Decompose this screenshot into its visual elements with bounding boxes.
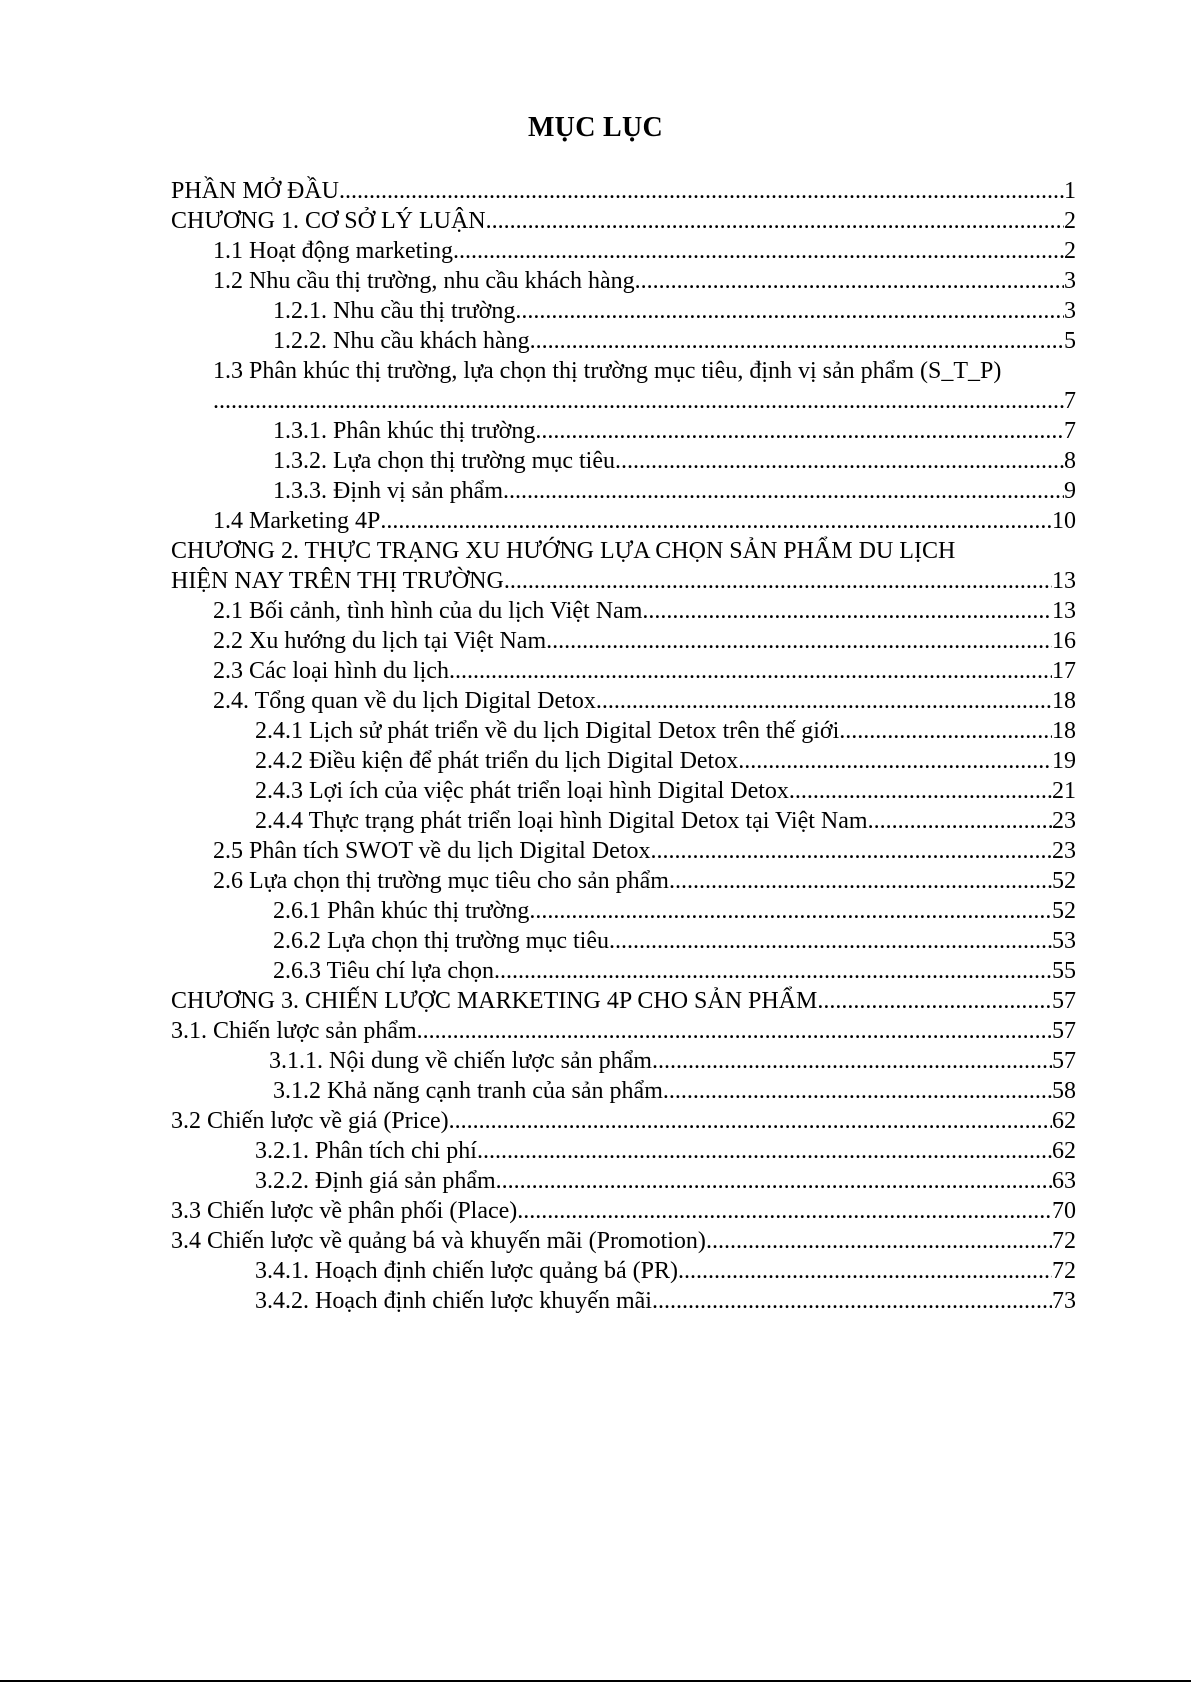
toc-entry[interactable]: [171, 1136, 1076, 1166]
toc-leader-dots: [449, 656, 1052, 686]
toc-page-number: 7: [1064, 388, 1076, 414]
toc-entry-title: 2.1 Bối cảnh, tình hình của du lịch Việt Nam: [213, 598, 643, 624]
toc-entry[interactable]: [171, 1196, 1076, 1226]
toc-leader-dots: [652, 1046, 1052, 1076]
toc-leader-dots: [652, 1286, 1052, 1316]
toc-entry[interactable]: [171, 1106, 1076, 1136]
toc-entry-title: 3.4 Chiến lược về quảng bá và khuyến mãi (Promotion): [171, 1228, 706, 1254]
toc-entry-title: 1.4 Marketing 4P: [213, 508, 381, 534]
toc-page-number: 63: [1052, 1168, 1076, 1194]
toc-leader-dots: [738, 746, 1052, 776]
toc-page-number: 23: [1052, 808, 1076, 834]
toc-entry-title: 2.5 Phân tích SWOT về du lịch Digital Detox: [213, 838, 651, 864]
toc-entry[interactable]: [171, 686, 1076, 716]
toc-entry[interactable]: [171, 1226, 1076, 1256]
toc-page-number: 57: [1052, 1048, 1076, 1074]
toc-page-number: 17: [1052, 658, 1076, 684]
toc-entry-title: 2.6 Lựa chọn thị trường mục tiêu cho sản phẩm: [213, 868, 669, 894]
toc-leader-dots: [339, 176, 1064, 206]
toc-entry[interactable]: [171, 506, 1076, 536]
toc-leader-dots: [213, 386, 1064, 416]
toc-leader-dots: [535, 416, 1064, 446]
toc-page-number: 62: [1052, 1108, 1076, 1134]
toc-entry[interactable]: [171, 326, 1076, 356]
toc-leader-dots: [635, 266, 1064, 296]
toc-entry[interactable]: [171, 1286, 1076, 1316]
toc-page-number: 55: [1052, 958, 1076, 984]
toc-entry[interactable]: [171, 356, 1076, 386]
toc-entry[interactable]: [171, 206, 1076, 236]
toc-page-number: 3: [1064, 268, 1076, 294]
toc-entry-title: 3.1.2 Khả năng cạnh tranh của sản phẩm: [273, 1078, 663, 1104]
toc-page-number: 73: [1052, 1288, 1076, 1314]
toc-page-number: 57: [1052, 988, 1076, 1014]
toc-leader-dots: [817, 986, 1052, 1016]
bottom-rule: [0, 1680, 1191, 1682]
toc-entry[interactable]: [171, 296, 1076, 326]
toc-entry[interactable]: [171, 926, 1076, 956]
toc-entry[interactable]: [171, 746, 1076, 776]
toc-leader-dots: [517, 1196, 1052, 1226]
toc-leader-dots: [486, 206, 1064, 236]
toc-page-number: 72: [1052, 1228, 1076, 1254]
toc-leader-dots: [546, 626, 1052, 656]
toc-entry-title: 3.4.1. Hoạch định chiến lược quảng bá (PR): [255, 1258, 678, 1284]
toc-leader-dots: [615, 446, 1064, 476]
toc-entry-title: 2.4.4 Thực trạng phát triển loại hình Digital Detox tại Việt Nam: [255, 808, 868, 834]
toc-page-number: 3: [1064, 298, 1076, 324]
toc-entry-title: 1.3.3. Định vị sản phẩm: [273, 478, 503, 504]
toc-page-number: 2: [1064, 238, 1076, 264]
toc-entry-title: PHẦN MỞ ĐẦU: [171, 178, 340, 204]
toc-page-number: 57: [1052, 1018, 1076, 1044]
toc-entry[interactable]: [171, 986, 1076, 1016]
toc-leader-dots: [669, 866, 1052, 896]
toc-leader-dots: [494, 956, 1052, 986]
toc-entry-title: 1.2.2. Nhu cầu khách hàng: [273, 328, 530, 354]
toc-entry-title: 1.3 Phân khúc thị trường, lựa chọn thị trường mục tiêu, định vị sản phẩm (S_T_P): [213, 358, 1002, 384]
toc-entry[interactable]: [171, 1016, 1076, 1046]
toc-entry[interactable]: [171, 536, 1076, 566]
toc-entry-title: 2.2 Xu hướng du lịch tại Việt Nam: [213, 628, 547, 654]
toc-page-number: 18: [1052, 718, 1076, 744]
toc-page-number: 70: [1052, 1198, 1076, 1224]
toc-page-number: 5: [1064, 328, 1076, 354]
toc-entry-title: 1.2 Nhu cầu thị trường, nhu cầu khách hàng: [213, 268, 635, 294]
toc-entry-title: 3.3 Chiến lược về phân phối (Place): [171, 1198, 518, 1224]
toc-entry[interactable]: [171, 836, 1076, 866]
toc-page-number: 52: [1052, 898, 1076, 924]
toc-entry[interactable]: [171, 626, 1076, 656]
toc-entry-title: 1.3.1. Phân khúc thị trường: [273, 418, 536, 444]
toc-entry[interactable]: [171, 566, 1076, 596]
toc-page-number: 52: [1052, 868, 1076, 894]
toc-entry-title: CHƯƠNG 2. THỰC TRẠNG XU HƯỚNG LỰA CHỌN SẢN PHẨM DU LỊCH: [171, 538, 956, 564]
toc-entry-title: CHƯƠNG 1. CƠ SỞ LÝ LUẬN: [171, 208, 486, 234]
toc-entry-title: 1.1 Hoạt động marketing: [213, 238, 453, 264]
toc-entry[interactable]: [171, 266, 1076, 296]
toc-entry-title: 1.3.2. Lựa chọn thị trường mục tiêu: [273, 448, 615, 474]
toc-entry-title: 3.2 Chiến lược về giá (Price): [171, 1108, 449, 1134]
toc-entry-title: 3.1. Chiến lược sản phẩm: [171, 1018, 417, 1044]
toc-entry[interactable]: [171, 476, 1076, 506]
toc-page-number: 23: [1052, 838, 1076, 864]
toc-leader-dots: [678, 1256, 1052, 1286]
toc-entry[interactable]: [171, 1076, 1076, 1106]
toc-entry[interactable]: [171, 446, 1076, 476]
toc-leader-dots: [417, 1016, 1052, 1046]
toc-page-number: 19: [1052, 748, 1076, 774]
toc-page-number: 8: [1064, 448, 1076, 474]
toc-entry-title: 2.6.3 Tiêu chí lựa chọn: [273, 958, 495, 984]
toc-leader-dots: [453, 236, 1064, 266]
toc-entry-title: 2.4. Tổng quan về du lịch Digital Detox: [213, 688, 596, 714]
toc-page-number: 1: [1064, 178, 1076, 204]
toc-entry[interactable]: [171, 1256, 1076, 1286]
toc-page-number: 62: [1052, 1138, 1076, 1164]
toc-entry-title: 2.3 Các loại hình du lịch: [213, 658, 449, 684]
toc-leader-dots: [530, 326, 1064, 356]
toc-leader-dots: [706, 1226, 1052, 1256]
toc-entry[interactable]: [171, 716, 1076, 746]
toc-entry-title: 3.2.1. Phân tích chi phí: [255, 1138, 477, 1164]
toc-entry-title: 2.4.1 Lịch sử phát triển về du lịch Digital Detox trên thế giới: [255, 718, 840, 744]
toc-leader-dots: [609, 926, 1052, 956]
toc-page-number: 72: [1052, 1258, 1076, 1284]
toc-entry-title: 3.4.2. Hoạch định chiến lược khuyến mãi: [255, 1288, 652, 1314]
toc-entry[interactable]: [171, 1046, 1076, 1076]
toc-leader-dots: [380, 506, 1052, 536]
toc-entry-title: CHƯƠNG 3. CHIẾN LƯỢC MARKETING 4P CHO SẢN PHẨM: [171, 988, 818, 1014]
toc-page-number: 13: [1052, 568, 1076, 594]
toc-leader-dots: [596, 686, 1052, 716]
toc-leader-dots: [496, 1166, 1052, 1196]
toc-leader-dots: [515, 296, 1064, 326]
toc-leader-dots: [789, 776, 1052, 806]
toc-entry-title: 2.6.2 Lựa chọn thị trường mục tiêu: [273, 928, 609, 954]
toc-page-number: 18: [1052, 688, 1076, 714]
toc-leader-dots: [503, 476, 1064, 506]
toc-entry[interactable]: [171, 1166, 1076, 1196]
toc-entry-title: 3.2.2. Định giá sản phẩm: [255, 1168, 496, 1194]
table-of-contents: [171, 176, 1076, 1316]
toc-entry[interactable]: [171, 416, 1076, 446]
toc-page-number: 13: [1052, 598, 1076, 624]
toc-page-number: 7: [1064, 418, 1076, 444]
toc-leader-dots: [642, 596, 1052, 626]
toc-entry[interactable]: [171, 806, 1076, 836]
toc-leader-dots: [663, 1076, 1052, 1106]
toc-entry[interactable]: [171, 656, 1076, 686]
toc-entry-title: 2.6.1 Phân khúc thị trường: [273, 898, 530, 924]
toc-entry[interactable]: [171, 176, 1076, 206]
toc-entry[interactable]: [171, 956, 1076, 986]
toc-leader-dots: [868, 806, 1052, 836]
toc-page-number: 16: [1052, 628, 1076, 654]
toc-entry-title: 3.1.1. Nội dung về chiến lược sản phẩm: [269, 1048, 652, 1074]
toc-page-number: 9: [1064, 478, 1076, 504]
toc-leader-dots: [504, 566, 1052, 596]
toc-entry-title: HIỆN NAY TRÊN THỊ TRƯỜNG: [171, 568, 504, 594]
toc-page-number: 58: [1052, 1078, 1076, 1104]
toc-entry[interactable]: [171, 386, 1076, 416]
toc-leader-dots: [839, 716, 1052, 746]
page-title: MỤC LỤC: [527, 112, 664, 143]
toc-entry[interactable]: [171, 236, 1076, 266]
toc-leader-dots: [449, 1106, 1052, 1136]
toc-page-number: 10: [1052, 508, 1076, 534]
toc-leader-dots: [651, 836, 1053, 866]
toc-entry-title: 2.4.2 Điều kiện để phát triển du lịch Digital Detox: [255, 748, 739, 774]
toc-leader-dots: [529, 896, 1052, 926]
toc-page-number: 2: [1064, 208, 1076, 234]
toc-leader-dots: [477, 1136, 1052, 1166]
toc-entry-title: 1.2.1. Nhu cầu thị trường: [273, 298, 516, 324]
toc-entry[interactable]: [171, 596, 1076, 626]
toc-entry[interactable]: [171, 776, 1076, 806]
toc-entry[interactable]: [171, 866, 1076, 896]
toc-entry[interactable]: [171, 896, 1076, 926]
toc-page-number: 21: [1052, 778, 1076, 804]
toc-entry-title: 2.4.3 Lợi ích của việc phát triển loại hình Digital Detox: [255, 778, 789, 804]
toc-page-number: 53: [1052, 928, 1076, 954]
